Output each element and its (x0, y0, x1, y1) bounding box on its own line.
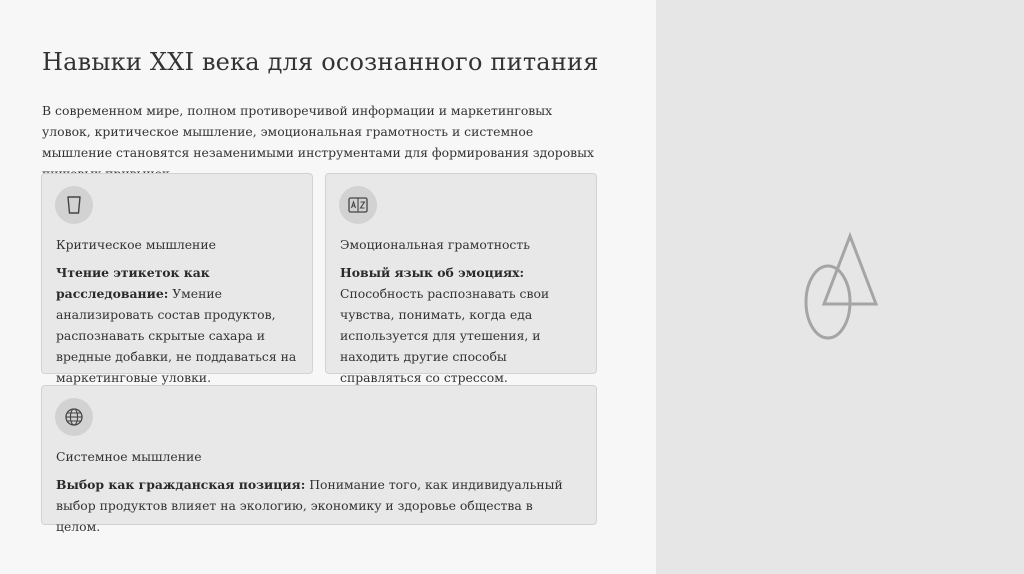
card-heading: Новый язык об эмоциях: (340, 265, 525, 280)
card-emotional-literacy (325, 173, 597, 385)
card-systems-thinking (41, 385, 597, 534)
card-body: Умение анализировать состав продуктов, распознавать скрытые сахара и вредные добавки, не поддаваться на маркетинговые уловки. (56, 286, 297, 385)
card-label: Критическое мышление (56, 237, 216, 252)
translate-icon (339, 186, 377, 224)
card-body: Понимание того, как индивидуальный выбор продуктов влияет на экологию, экономику и здоровье общества в целом. (56, 477, 563, 534)
card-label: Системное мышление (56, 449, 202, 464)
cup-icon (55, 186, 93, 224)
card-description (56, 474, 576, 537)
card-critical-thinking (41, 173, 313, 385)
globe-icon (55, 398, 93, 436)
circle-triangle-shapes-icon (800, 232, 884, 348)
card-body: Способность распознавать свои чувства, понимать, когда еда используется для утешения, и находить другие способы справляться со стрессом. (340, 286, 550, 385)
card-description (56, 262, 306, 388)
slide-title: Навыки XXI века для осознанного питания (42, 48, 599, 76)
intro-paragraph: В современном мире, полном противоречивой информации и маркетинговых уловок, критическое мышление, эмоциональная грамотность и системное мышление становятся незаменимыми инструментами для формирования здоровых (42, 103, 594, 160)
card-label: Эмоциональная грамотность (340, 237, 530, 252)
card-heading: Чтение этикеток как расследование: (56, 265, 210, 301)
card-heading: Выбор как гражданская позиция: (56, 477, 306, 492)
card-description (340, 262, 590, 388)
